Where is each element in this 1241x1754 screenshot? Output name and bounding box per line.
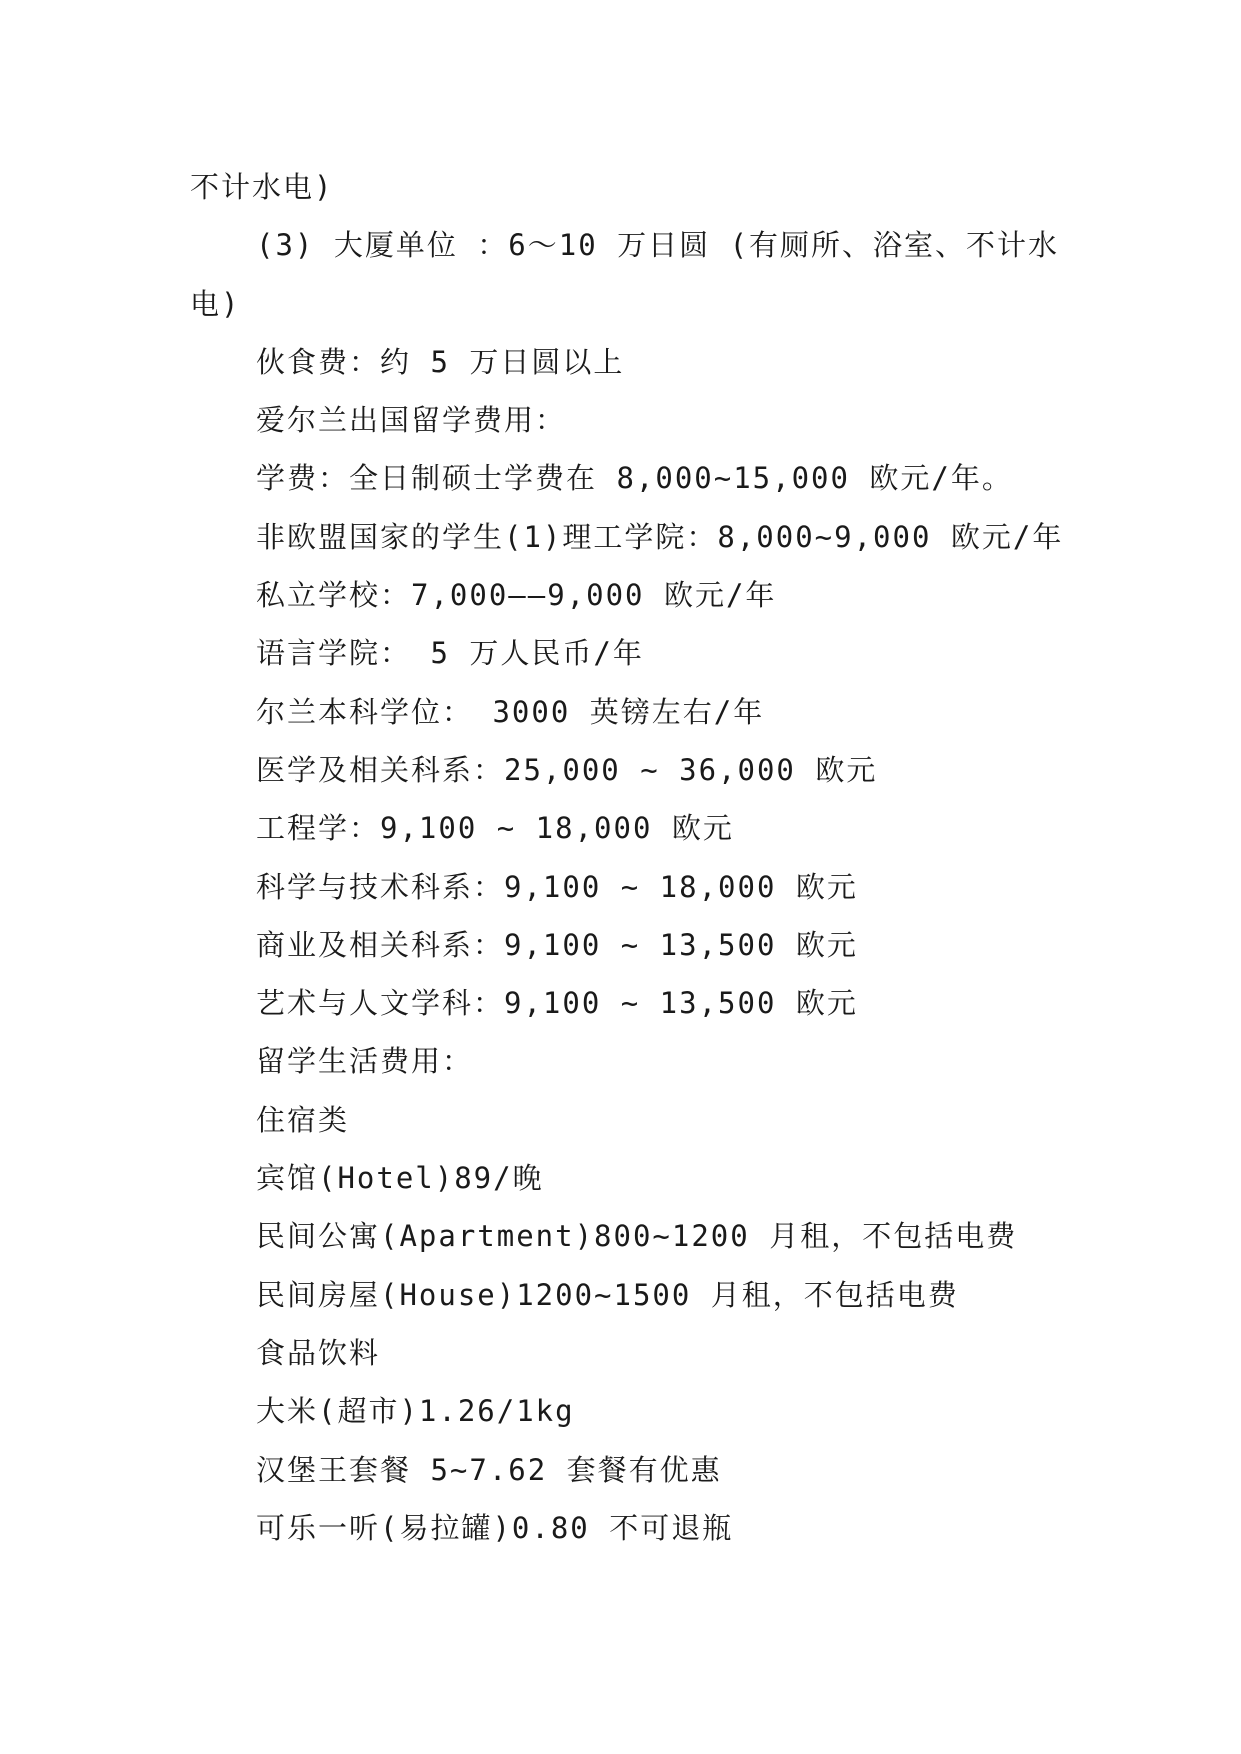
paragraph-line: 民间公寓(Apartment)800~1200 月租，不包括电费 — [256, 1219, 1018, 1254]
subsection-heading: 食品饮料 — [256, 1335, 381, 1370]
paragraph-line: 不计水电) — [190, 170, 334, 204]
paragraph-line: 大米(超市)1.26/1kg — [256, 1394, 575, 1429]
paragraph-line: 电) — [190, 286, 241, 321]
paragraph-line: 尔兰本科学位： 3000 英镑左右/年 — [256, 694, 765, 729]
subsection-heading: 住宿类 — [256, 1102, 350, 1137]
paragraph-line: 医学及相关科系：25,000 ~ 36,000 欧元 — [256, 752, 878, 787]
paragraph-line: 汉堡王套餐 5~7.62 套餐有优惠 — [256, 1452, 722, 1487]
paragraph-line: 宾馆(Hotel)89/晚 — [256, 1161, 544, 1196]
paragraph-line: (3) 大厦单位 ：6～10 万日圆 (有厕所、浴室、不计水 — [256, 228, 1060, 263]
paragraph-line: 商业及相关科系：9,100 ~ 13,500 欧元 — [256, 927, 858, 962]
paragraph-line: 非欧盟国家的学生(1)理工学院：8,000~9,000 欧元/年 — [256, 519, 1064, 554]
paragraph-line: 学费：全日制硕士学费在 8,000~15,000 欧元/年。 — [256, 461, 1013, 496]
paragraph-line: 可乐一听(易拉罐)0.80 不可退瓶 — [256, 1510, 734, 1545]
paragraph-line: 语言学院： 5 万人民币/年 — [256, 636, 644, 671]
paragraph-line: 艺术与人文学科：9,100 ~ 13,500 欧元 — [256, 986, 858, 1021]
paragraph-line: 工程学：9,100 ~ 18,000 欧元 — [256, 811, 734, 846]
section-heading: 爱尔兰出国留学费用： — [256, 403, 567, 438]
paragraph-line: 科学与技术科系：9,100 ~ 18,000 欧元 — [256, 869, 858, 904]
document-body — [190, 158, 1064, 1557]
paragraph-line: 民间房屋(House)1200~1500 月租，不包括电费 — [256, 1277, 959, 1312]
paragraph-line: 伙食费：约 5 万日圆以上 — [256, 344, 625, 379]
paragraph-line: 私立学校：7,000——9,000 欧元/年 — [256, 578, 777, 613]
section-heading: 留学生活费用： — [256, 1044, 474, 1079]
